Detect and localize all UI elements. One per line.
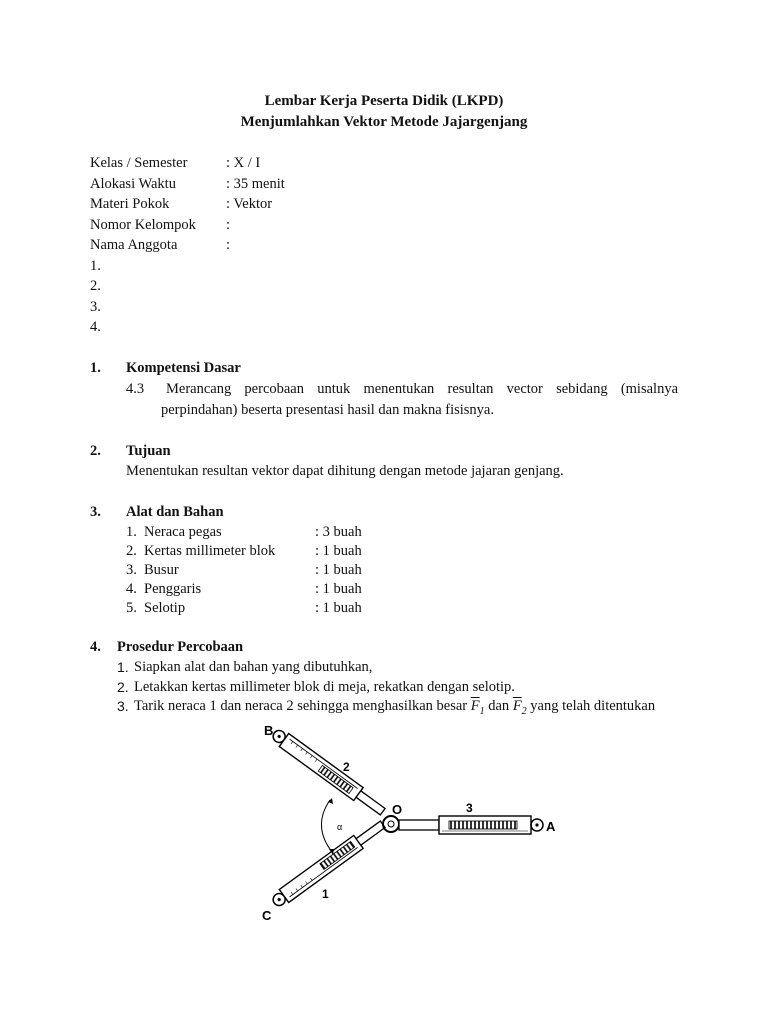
section-heading: Kompetensi Dasar [126, 360, 241, 376]
step-text: Siapkan alat dan bahan yang dibutuhkan, [134, 659, 373, 675]
spring-balance-3 [399, 816, 543, 834]
step-number: 2. [117, 679, 129, 695]
equipment-name: Selotip [144, 600, 186, 616]
balance-number-2: 2 [343, 760, 350, 774]
equipment-number: 5. [126, 600, 137, 616]
section-number: 2. [90, 443, 101, 459]
equipment-qty: : 1 buah [315, 600, 362, 616]
step-text-part: yang telah ditentukan [530, 698, 656, 714]
identity-label: Alokasi Waktu [90, 176, 176, 192]
angle-arc [321, 800, 332, 852]
vector-f2: $\overline{F}_2$ [512, 698, 527, 717]
objective-text: Menentukan resultan vektor dapat dihitung dengan metode jajaran genjang. [126, 463, 564, 479]
page-title: Lembar Kerja Peserta Didik (LKPD) [264, 93, 504, 109]
center-ring [383, 816, 399, 832]
member-item: 4. [90, 319, 101, 335]
step-number: 3. [117, 698, 129, 714]
kd-text: Merancang percobaan untuk menentukan resultan vector sebidang (misalnya [166, 381, 678, 397]
equipment-name: Penggaris [144, 581, 202, 597]
section-number: 1. [90, 360, 101, 376]
step-text [134, 698, 655, 717]
spring-balance-2 [270, 726, 388, 818]
identity-label: Nama Anggota [90, 237, 178, 253]
section-number: 3. [90, 504, 101, 520]
alpha-symbol: α [337, 822, 343, 832]
equipment-number: 3. [126, 562, 137, 578]
spring-balance-diagram [250, 718, 570, 923]
identity-value: : Vektor [226, 196, 273, 212]
identity-label: Kelas / Semester [90, 155, 188, 171]
equipment-number: 2. [126, 543, 137, 559]
equipment-qty: : 1 buah [315, 543, 362, 559]
member-item: 1. [90, 258, 101, 274]
step-text-part: Tarik neraca 1 dan neraca 2 sehingga menghasilkan besar [134, 698, 468, 714]
identity-value: : X / I [226, 155, 261, 171]
equipment-name: Neraca pegas [144, 524, 222, 540]
equipment-qty: : 1 buah [315, 581, 362, 597]
step-text-part: dan [488, 698, 510, 714]
identity-value: : 35 menit [226, 176, 285, 192]
equipment-name: Kertas millimeter blok [144, 543, 276, 559]
page-subtitle: Menjumlahkan Vektor Metode Jajargenjang [240, 114, 528, 130]
section-number: 4. [90, 639, 101, 655]
identity-value: : [226, 237, 231, 253]
label-b: B [264, 723, 274, 738]
balance-number-3: 3 [466, 801, 473, 815]
equipment-number: 4. [126, 581, 137, 597]
identity-label: Materi Pokok [90, 196, 170, 212]
vector-f1: $\overline{F}_1$ [470, 698, 485, 717]
kd-number: 4.3 [126, 381, 145, 397]
label-c: C [262, 908, 272, 923]
step-number: 1. [117, 659, 129, 675]
equipment-number: 1. [126, 524, 137, 540]
member-item: 3. [90, 299, 101, 315]
section-heading: Tujuan [126, 443, 171, 459]
equipment-qty: : 3 buah [315, 524, 362, 540]
member-item: 2. [90, 278, 101, 294]
section-heading: Prosedur Percobaan [117, 639, 244, 655]
label-o: O [392, 802, 403, 817]
equipment-name: Busur [144, 562, 179, 578]
kd-text: perpindahan) beserta presentasi hasil dan makna fisisnya. [161, 402, 494, 418]
equipment-qty: : 1 buah [315, 562, 362, 578]
identity-label: Nomor Kelompok [90, 217, 196, 233]
identity-value: : [226, 217, 231, 233]
label-a: A [546, 819, 556, 834]
balance-number-1: 1 [322, 887, 329, 901]
section-heading: Alat dan Bahan [126, 504, 224, 520]
step-text: Letakkan kertas millimeter blok di meja, rekatkan dengan selotip. [134, 679, 515, 695]
